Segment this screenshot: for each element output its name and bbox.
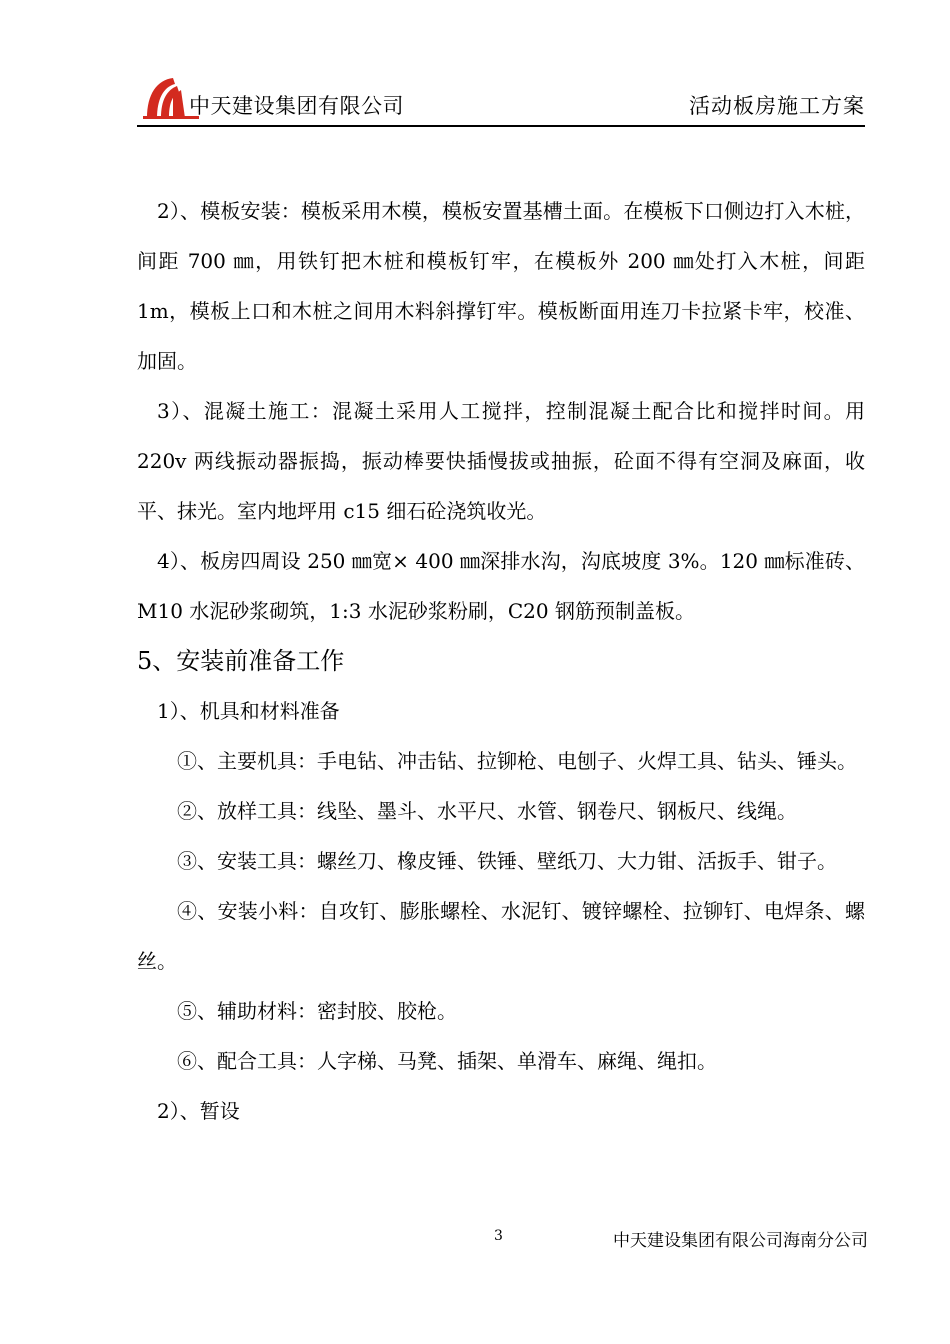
footer-company-branch: 中天建设集团有限公司海南分公司 bbox=[613, 1231, 868, 1251]
page-header bbox=[137, 66, 865, 124]
list-item-support-tools: ⑥、配合工具：人字梯、马凳、插架、单滑车、麻绳、绳扣。 bbox=[177, 1049, 717, 1073]
list-item-small-materials: ④、安装小料：自攻钉、膨胀螺栓、水泥钉、镀锌螺栓、拉铆钉、电焊条、螺丝。 bbox=[137, 899, 865, 973]
header-divider bbox=[137, 125, 865, 127]
list-item-main-tools: ①、主要机具：手电钻、冲击钻、拉铆枪、电刨子、火焊工具、钻头、锤头。 bbox=[177, 749, 857, 773]
header-doc-title: 活动板房施工方案 bbox=[689, 94, 865, 118]
paragraph-formwork: 2）、模板安装：模板采用木模，模板安置基槽土面。在模板下口侧边打入木桩，间距 700 ㎜，用铁钉把木桩和模板钉牢，在模板外 200 ㎜处打入木桩，间距 1m，模板上口和木桩之间用木料斜撑钉牢。模板断面用连刀卡拉紧卡牢，校准、加固。 bbox=[137, 199, 865, 373]
page-number: 3 bbox=[494, 1228, 503, 1244]
paragraph-concrete: 3）、混凝土施工：混凝土采用人工搅拌，控制混凝土配合比和搅拌时间。用 220v 两线振动器振捣，振动棒要快插慢拔或抽振，砼面不得有空洞及麻面，收平、抹光。室内地坪用 c15 细石砼浇筑收光。 bbox=[137, 399, 865, 523]
document-body bbox=[137, 186, 865, 1136]
header-company-name: 中天建设集团有限公司 bbox=[189, 94, 404, 118]
section-heading: 5、安装前准备工作 bbox=[137, 647, 345, 675]
paragraph-drainage: 4）、板房四周设 250 ㎜宽× 400 ㎜深排水沟，沟底坡度 3%。120 ㎜标准砖、M10 水泥砂浆砌筑，1:3 水泥砂浆粉刷，C20 钢筋预制盖板。 bbox=[137, 549, 865, 623]
list-item-install-tools: ③、安装工具：螺丝刀、橡皮锤、铁锤、壁纸刀、大力钳、活扳手、钳子。 bbox=[177, 849, 837, 873]
subsection-heading-temporary: 2）、暂设 bbox=[157, 1099, 240, 1123]
subsection-heading-tools: 1）、机具和材料准备 bbox=[157, 699, 340, 723]
list-item-auxiliary-materials: ⑤、辅助材料：密封胶、胶枪。 bbox=[177, 999, 457, 1023]
list-item-layout-tools: ②、放样工具：线坠、墨斗、水平尺、水管、钢卷尺、钢板尺、线绳。 bbox=[177, 799, 797, 823]
